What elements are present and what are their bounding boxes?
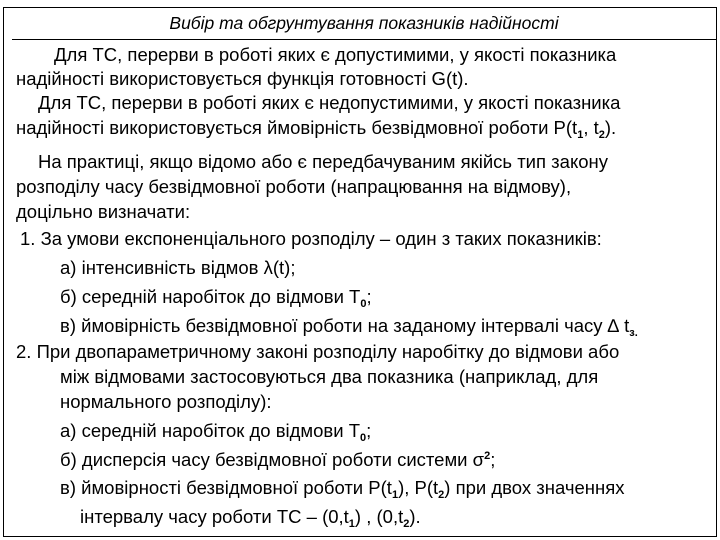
item1-heading: 1. За умови експоненціального розподілу – один з таких показників:: [20, 228, 602, 249]
para1-line1: Для ТС, перерви в роботі яких є допустимими, у якості показника: [54, 44, 617, 65]
para3-line3: доцільно визначати:: [16, 201, 191, 222]
para2-line1: Для ТС, перерви в роботі яких є недопустимими, у якості показника: [38, 92, 621, 113]
item2-heading-line1: 2. При двопараметричному законі розподілу наробітку до відмови або: [16, 341, 620, 362]
para1-line2: надійності використовується функція готовності G(t).: [16, 68, 469, 89]
item1-option-a: а) інтенсивність відмов λ(t);: [60, 257, 296, 278]
item1-option-c: в) ймовірність безвідмовної роботи на заданому інтервалі часу ∆ $t_{з.}$: [60, 315, 638, 339]
para3-line1: На практиці, якщо відомо або є передбачуваним якійсь тип закону: [38, 151, 609, 172]
item2-heading-line3: нормального розподілу):: [60, 391, 272, 412]
slide-title: Вибір та обгрунтування показників надійності: [12, 7, 716, 40]
item2-option-c-continued: інтервалу часу роботи ТС – $(0,t_1)$ , $(0,t_2)$.: [80, 506, 421, 530]
item2-option-c: в) ймовірності безвідмовної роботи $P(t_1)$, $P(t_2)$ при двох значеннях: [60, 477, 625, 501]
item2-option-b: б) дисперсія часу безвідмовної роботи системи $\sigma^2$;: [60, 449, 496, 470]
item1-option-b: б) середній наробіток до відмови $Т_0$;: [60, 286, 372, 310]
para2-line2: надійності використовується ймовірність безвідмовної роботи $P(t_1$, $t_2$).: [16, 117, 617, 141]
item2-option-a: а) середній наробіток до відмови $Т_0$;: [60, 420, 372, 444]
para3-line2: розподілу часу безвідмовної роботи (напрацювання на відмову),: [16, 176, 572, 197]
item2-heading-line2: між відмовами застосовуються два показника (наприклад, для: [60, 366, 599, 387]
